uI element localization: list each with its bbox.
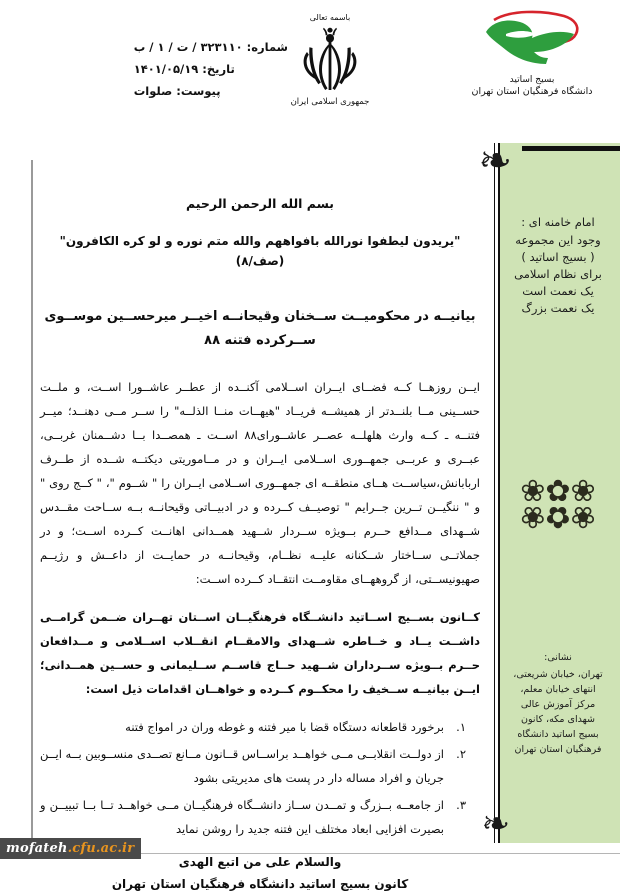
address-line-4: شهدای مکه، کانون: [521, 714, 595, 725]
list-item-text: برخورد قاطعانه دستگاه قضا با میر فتنه و غوطه وران در امواج فتنه: [125, 720, 444, 734]
meta-row-date: [134, 58, 288, 80]
org-logo-block: [452, 8, 612, 120]
list-item-text: از جامعــه بــزرگ و تمــدن ســاز دانشــگاه فرهنگیــان مــی خواهــد تــا بــا تبییــن و بصیرت افزایی ابعاد مختلف این فتنه جدید را روشن نماید: [40, 798, 444, 836]
meta-label-number: شماره:: [246, 40, 288, 54]
corner-ornament-bottom-icon: ❧: [481, 804, 510, 844]
body-paragraph-bold: کــانون بســیج اســاتید دانشــگاه فرهنگیــان اســتان تهــران ضــمن گرامــی داشــت یــاد و خــاطره شــهدای والامقــام انقــلاب اســلامی و مــدافعان حــرم بــویژه ســرداران شــهید حــاج قاســم ســلیمانی و حســین همــدانی؛ ایــن بیانیــه ســخیف را محکــوم کــرده و خواهــان اقدامات ذیل است:: [40, 610, 480, 696]
meta-label-attachment: پیوست:: [176, 84, 221, 98]
quote-line-5: یک نعمت بزرگ: [521, 301, 595, 315]
watermark-name: mofateh: [6, 841, 68, 856]
page-title: بیانیــه در محکومیــت ســخنان وقیحانــه اخیــر میرحســین موســوی ســرکرده فتنه ۸۸: [44, 309, 476, 348]
meta-label-date: تاریخ:: [202, 62, 235, 76]
quote-line-3: برای نظام اسلامی: [514, 267, 602, 281]
address-line-3: مرکز آموزش عالی: [520, 699, 596, 710]
list-item: [40, 715, 466, 739]
basmala-text: باسمه تعالی: [309, 13, 351, 22]
bismillah-line: بسم الله الرحمن الرحیم: [186, 196, 334, 211]
basij-dove-logo-icon: [476, 8, 588, 72]
list-item-number: ۱.: [456, 720, 466, 734]
site-watermark[interactable]: [0, 838, 141, 859]
address-line-2: انتهای خیابان معلم،: [520, 684, 596, 695]
sidebar-top-bar: [522, 146, 620, 151]
quote-line-2: ( بسیج اساتید ): [521, 250, 595, 264]
document-body: [40, 196, 480, 895]
org-logo-name: بسیج اساتید: [509, 75, 555, 85]
org-logo-sub: دانشگاه فرهنگیان استان تهران: [471, 86, 593, 97]
iran-emblem-block: [278, 12, 382, 116]
corner-ornament-top-icon: ❧: [478, 138, 512, 184]
actions-list: [40, 715, 466, 841]
header-meta-block: [134, 36, 288, 102]
footer-vertical-rule: [31, 813, 33, 839]
address-line-1: تهران، خیابان شریعتی،: [513, 669, 603, 680]
list-item-text: از دولــت انقلابــی مــی خواهــد براســاس قــانون مــانع تصــدی منســوبین بــه ایــن جریان و افراد مساله دار در پست های مدیریتی بشود: [40, 747, 444, 785]
quote-line-1: وجود این مجموعه: [515, 233, 601, 247]
address-line-5: بسیج اساتید دانشگاه: [517, 729, 599, 740]
address-title: نشانی:: [544, 652, 572, 663]
address-block: [502, 650, 614, 757]
list-item-number: ۲.: [456, 747, 466, 761]
footer-horizontal-rule: [98, 853, 620, 854]
iran-emblem-icon: [293, 24, 367, 96]
watermark-domain: .cfu.ac.ir: [67, 841, 135, 856]
quran-verse: "یریدون لیطفوا نورالله بافواههم والله متم نوره و لو کره الکافرون" (صف/۸): [59, 234, 461, 268]
address-line-6: فرهنگیان استان تهران: [514, 744, 602, 755]
document-header: [0, 0, 620, 140]
list-item-number: ۳.: [456, 798, 466, 812]
floral-ornament-icon: [504, 474, 612, 534]
meta-row-number: [134, 36, 288, 58]
meta-value-date: ۱۴۰۱/۰۵/۱۹: [133, 62, 199, 76]
quote-line-4: یک نعمت است: [522, 284, 594, 298]
body-paragraph-1: ایــن روزهــا کــه فضــای ایــران اســلامی آکنــده از عطــر عاشــورا اســت، و ملــت حســینی مــا بلنــدتر از همیشــه فریــاد "هیهــات منــا الذلــه" را ســر مــی دهنــد؛ میــر فتنــه ـ کــه وارث هلهلــه عصــر عاشــورای۸۸ اســت ـ همصــدا بــا دشــمنان غربــی، عبــری و عربــی جمهــوری اســلامی ایــران و در مــاموریتی دیکتــه شــده از طــرف اربابانش،سیاســت هــای منطقــه ای جمهــوری اســلامی ایــران را " شــوم "، " کــج روی " و " ننگیــن تــرین جــرایم " توصیــف کــرده و در ادبیــاتی وقیحانــه بــه ســاحت مقــدس شــهدای مــدافع حــرم بــویژه ســردار شــهید همــدانی اهانــت کــرده اســت؛ و در جملاتــی ســاختار شــکنانه علیــه نظــام، وقیحانــه در حمایــت از داعــش و رژیــم صهیونیســتی، از گروههــای مقاومــت انتقــاد کــرده اســت:: [40, 380, 480, 586]
closing-signature: کانون بسیج اساتید دانشگاه فرهنگیان استان تهران: [111, 877, 409, 891]
meta-row-attachment: [134, 80, 288, 102]
khamenei-quote-block: [500, 214, 616, 317]
list-item: [40, 742, 466, 790]
body-left-rule: [31, 160, 33, 850]
quote-title: امام خامنه ای :: [521, 215, 595, 229]
closing-salutation: والسلام علی من اتبع الهدی: [178, 855, 342, 869]
meta-value-attachment: صلوات: [133, 84, 173, 98]
sidebar-rule-inner: [494, 143, 496, 843]
meta-value-number: ۳۲۳۱۱۰ / ت / ۱ / ب: [133, 40, 243, 54]
ornament-top-half: ❀✿❀: [520, 474, 596, 509]
list-item: [40, 793, 466, 841]
ornament-bottom-half: ❀✿❀: [520, 499, 596, 534]
emblem-caption: جمهوری اسلامی ایران: [290, 97, 370, 107]
